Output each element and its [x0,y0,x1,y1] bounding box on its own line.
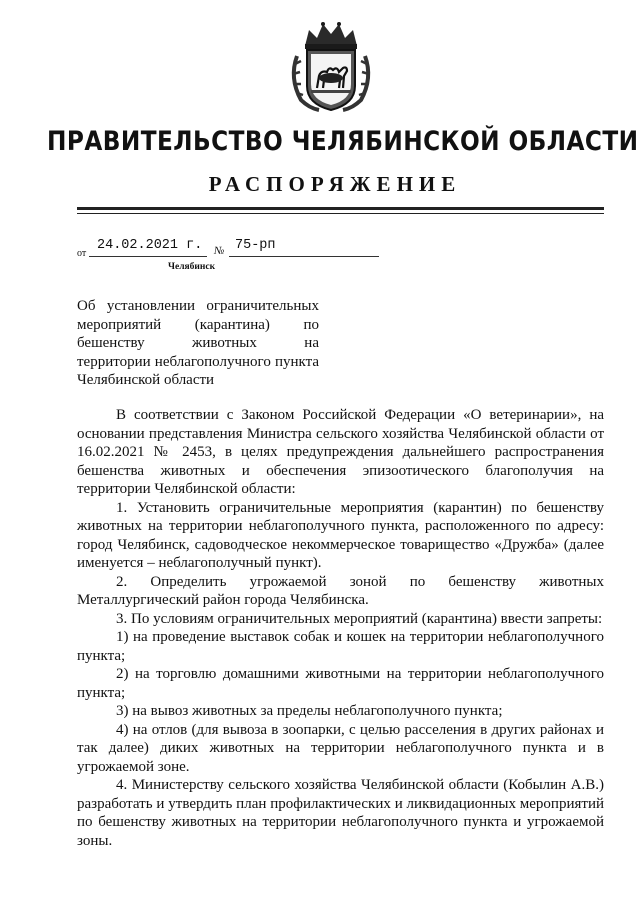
subject-line: мероприятий (карантина) по [77,316,319,333]
document-body [77,406,604,850]
subject-line: бешенству животных на [77,335,319,351]
government-title: ПРАВИТЕЛЬСТВО ЧЕЛЯБИНСКОЙ ОБЛАСТИ [47,126,639,157]
body-paragraph-item-4: 4. Министерству сельского хозяйства Челябинской области (Кобылин А.В.) разработать и утвердить план профилактических и ликвидационных мероприятий по бешенству животных на территории неблагополучного пункта и угрожаемой зоны. [77,777,604,849]
document-date: 24.02.2021 г. [97,238,203,253]
document-subject [77,297,319,390]
date-prefix: от [77,248,87,259]
header-rule-thin [77,213,604,214]
body-paragraph-subitem-1: 1) на проведение выставок собак и кошек на территории неблагополучного пункта; [77,629,604,664]
number-underline [229,256,379,257]
body-paragraph-item-1: 1. Установить ограничительные мероприятия (карантин) по бешенству животных на территории неблагополучного пункта, расположенного по адресу: город Челябинск, садоводческое некоммерческое товарищество «Дружба» (далее именуется – неблагополучный пункт). [77,499,604,571]
date-underline [89,256,207,257]
chelyabinsk-region-coat-of-arms-icon [283,16,379,114]
document-city: Челябинск [168,262,216,272]
body-paragraph-preamble: В соответствии с Законом Российской Федерации «О ветеринарии», на основании представления Министра сельского хозяйства Челябинской области от 16.02.2021 № 2453, в целях предупреждения дальнейшего распространения бешенства животных и обеспечения эпизоотического благополучия на территории Челябинской области: [77,407,604,497]
number-label: № [214,245,225,257]
body-paragraph-subitem-4: 4) на отлов (для вывоза в зоопарки, с целью расселения в других районах и так далее) диких животных на территории неблагополучного пункта и в угрожаемой зоне. [77,721,604,775]
body-paragraph-subitem-3: 3) на вывоз животных за пределы неблагополучного пункта; [116,703,503,719]
body-paragraph-subitem-2: 2) на торговлю домашними животными на территории неблагополучного пункта; [77,666,604,701]
header-rule-thick [77,207,604,210]
document-meta [77,238,307,262]
subject-line: Об установлении ограничительных [77,298,319,314]
document-number: 75-рп [235,238,276,253]
subject-line: Челябинской области [77,372,215,388]
document-type-title: РАСПОРЯЖЕНИЕ [208,172,462,196]
body-paragraph-item-3: 3. По условиям ограничительных мероприятий (карантина) ввести запреты: [116,610,603,627]
subject-line: территории неблагополучного пункта [77,353,319,370]
body-paragraph-item-2: 2. Определить угрожаемой зоной по бешенству животных Металлургический район города Челябинска. [77,573,604,608]
